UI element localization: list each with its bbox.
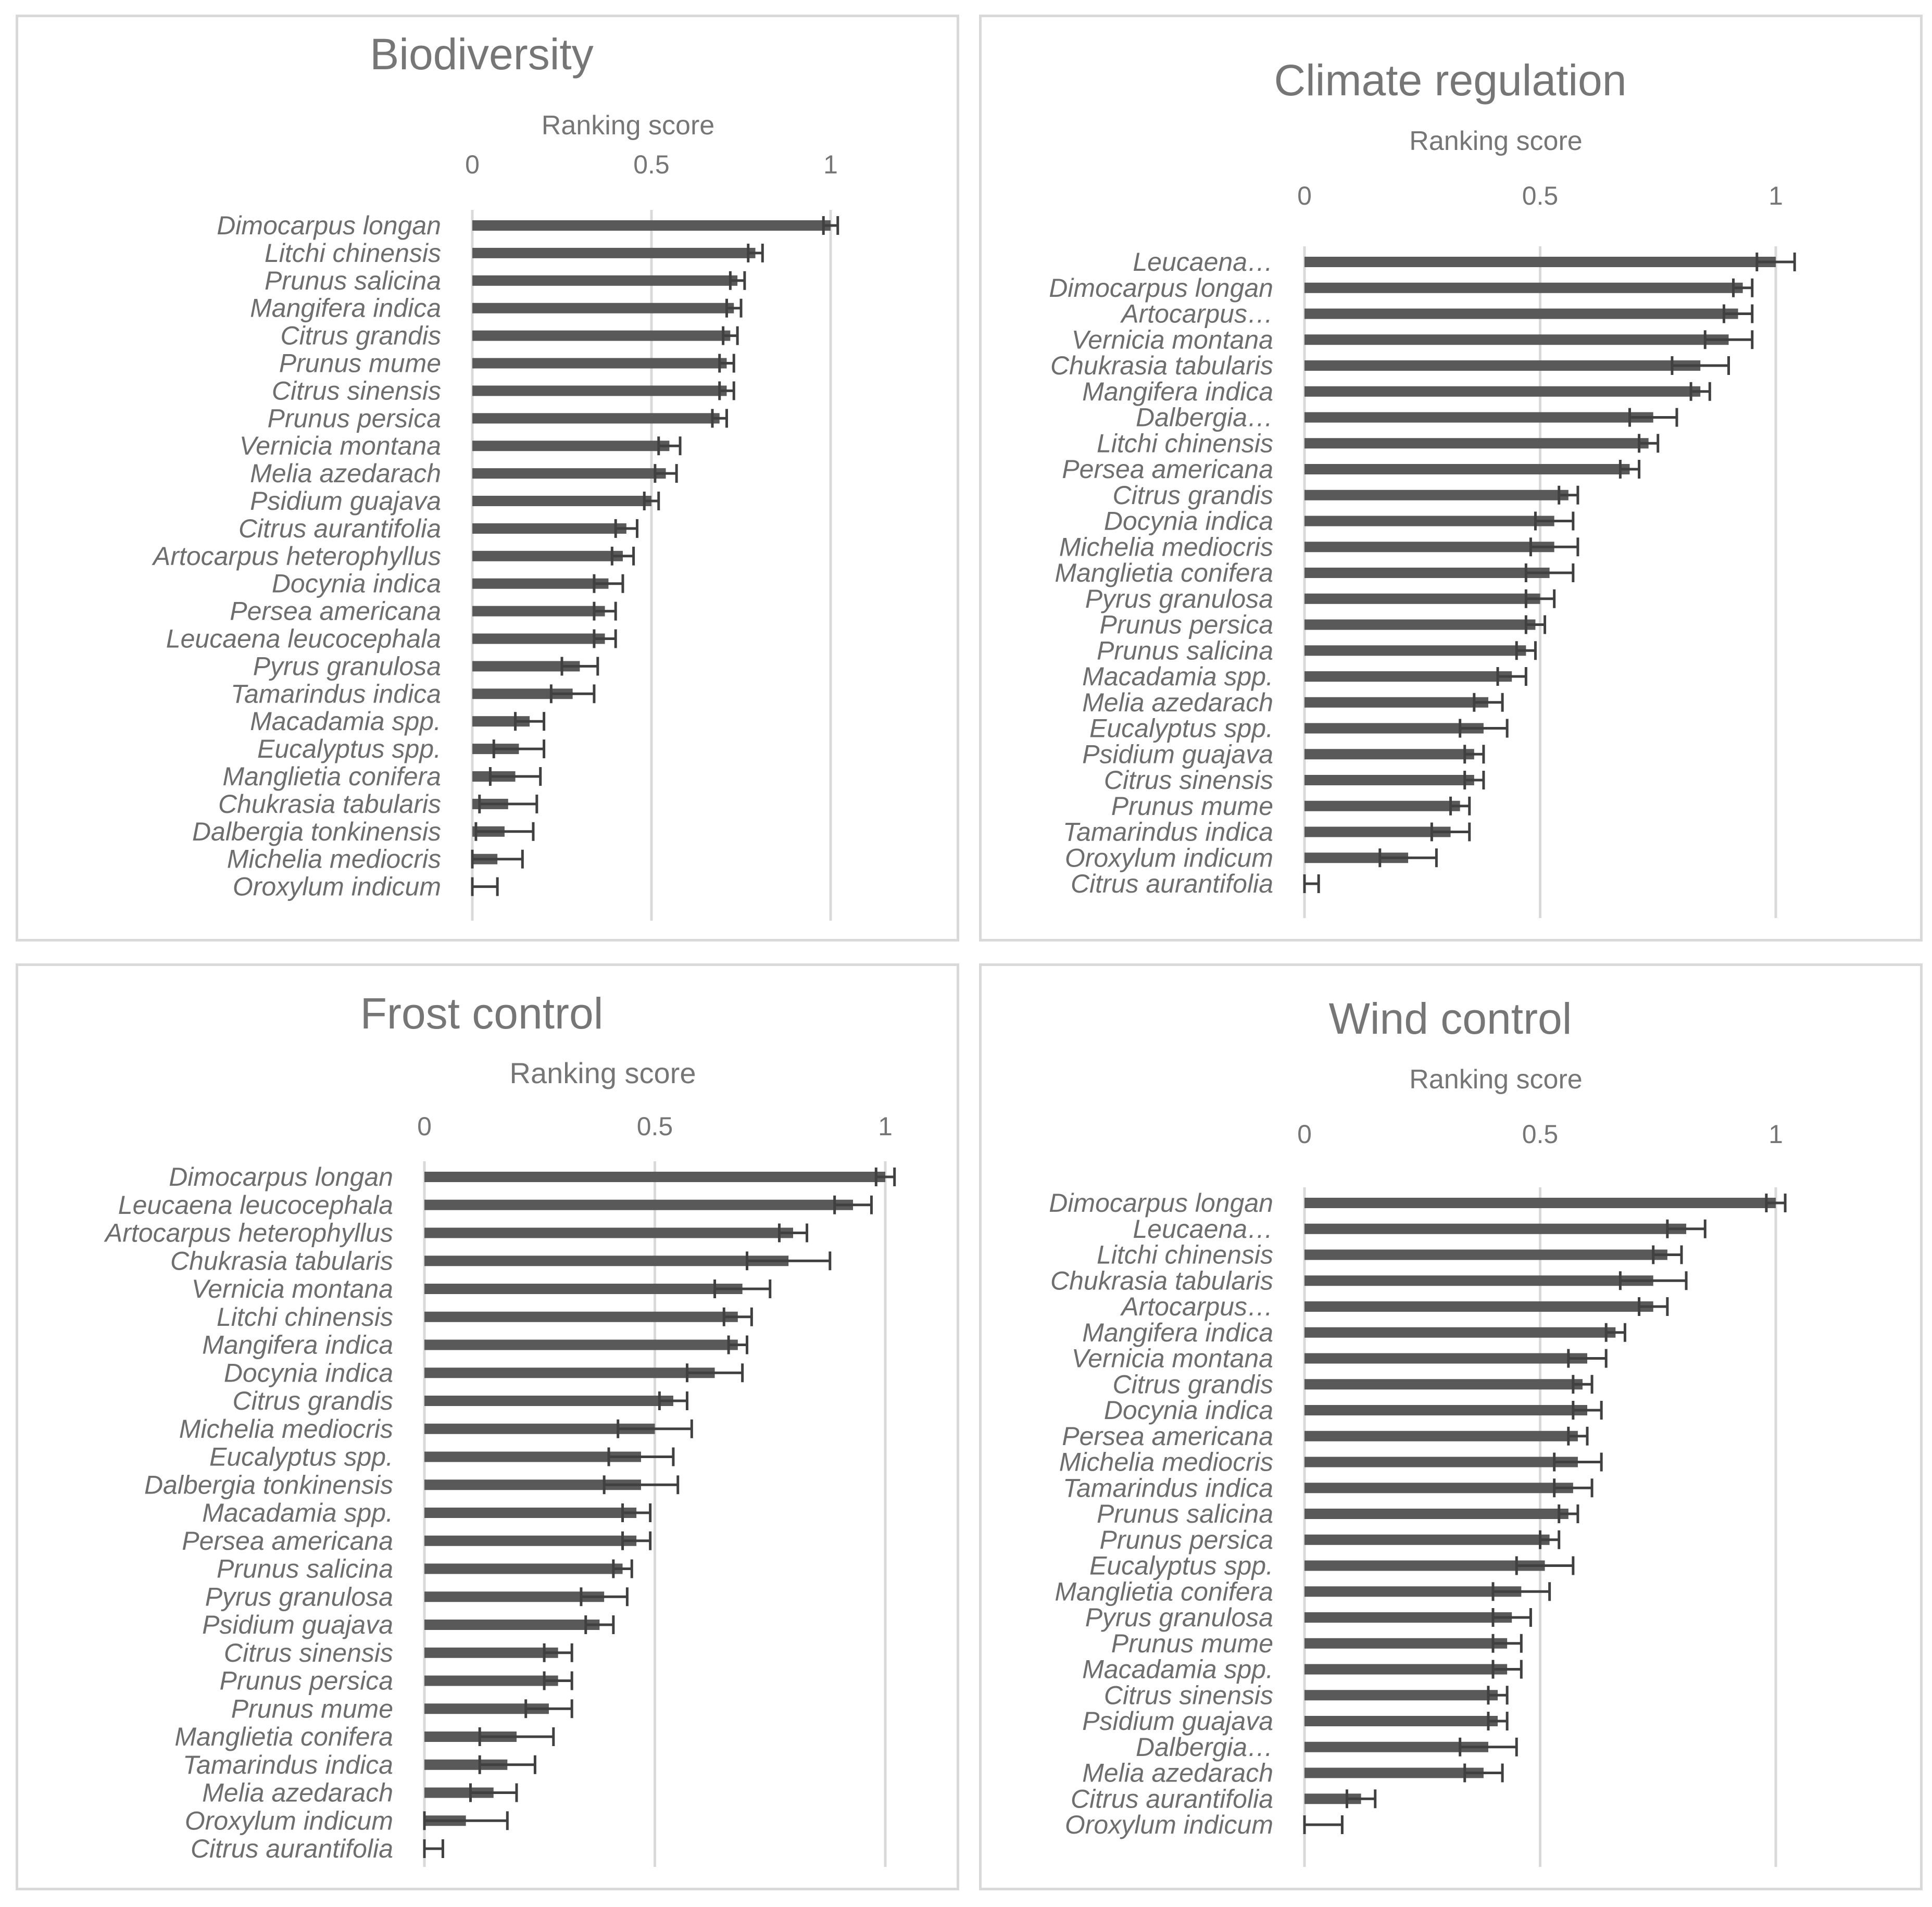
bar-pyrus-granulosa [1304, 1612, 1512, 1623]
bar-psidium-guajava [1304, 749, 1474, 759]
bar-prunus-salicina [1304, 645, 1526, 656]
bar-melia-azedarach [1304, 697, 1488, 708]
bar-persea-americana [472, 606, 605, 617]
chart-title: Biodiversity [370, 30, 594, 79]
bar-mangifera-indica [424, 1340, 738, 1350]
bar-chukrasia-tabularis [1304, 360, 1700, 371]
bar-citrus-sinensis [1304, 775, 1474, 785]
category-label-prunus-persica: Prunus persica [1099, 1525, 1273, 1554]
x-tick-label-0-5: 0.5 [1522, 181, 1559, 210]
chart-svg-frost-control [18, 966, 962, 1893]
bar-mangifera-indica [472, 303, 734, 313]
bar-leucaena-leucocephala [424, 1200, 853, 1210]
category-label-dalbergia-tonkinensis: Dalbergia tonkinensis [192, 817, 441, 846]
category-label-tamarindus-indica: Tamarindus indica [1063, 1473, 1273, 1503]
category-label-chukrasia-tabularis: Chukrasia tabularis [1050, 351, 1273, 380]
bar-vernicia-montana [472, 441, 669, 451]
bar-manglietia-conifera [1304, 568, 1550, 578]
x-tick-label-1: 1 [878, 1112, 893, 1141]
category-label-pyrus-granulosa: Pyrus granulosa [205, 1582, 393, 1612]
category-label-tamarindus-indica: Tamarindus indica [1063, 817, 1273, 847]
x-axis-label: Ranking score [509, 1057, 696, 1089]
bar-prunus-persica [472, 413, 720, 423]
category-label-persea-americana: Persea americana [182, 1526, 393, 1555]
bar-prunus-salicina [424, 1564, 623, 1574]
bar-litchi-chinensis [1304, 1250, 1667, 1260]
bar-psidium-guajava [1304, 1716, 1498, 1726]
category-label-docynia-indica: Docynia indica [1103, 506, 1273, 536]
x-axis-label: Ranking score [1409, 126, 1583, 156]
category-label-michelia-mediocris: Michelia mediocris [179, 1414, 393, 1444]
x-tick-label-0: 0 [465, 150, 480, 179]
category-label-citrus-sinensis: Citrus sinensis [271, 376, 441, 406]
category-label-artocarpus-heterophyllus: Artocarpus heterophyllus [105, 1218, 393, 1248]
bar-docynia-indica [1304, 516, 1554, 526]
category-label-macadamia-spp: Macadamia spp. [1082, 662, 1273, 691]
bar-citrus-sinensis [424, 1648, 558, 1658]
bar-vernicia-montana [1304, 334, 1729, 345]
bar-pyrus-granulosa [1304, 594, 1540, 604]
category-label-mangifera-indica: Mangifera indica [250, 293, 441, 323]
bar-citrus-grandis [1304, 1379, 1583, 1389]
bar-prunus-persica [424, 1676, 558, 1686]
category-label-mangifera-indica: Mangifera indica [1082, 1318, 1273, 1347]
chart-svg-biodiversity [18, 17, 962, 944]
bar-artocarpus-heterophyllus [424, 1228, 793, 1238]
bar-chukrasia-tabularis [1304, 1275, 1653, 1286]
category-label-prunus-salicina: Prunus salicina [264, 266, 441, 295]
category-label-dimocarpus-longan: Dimocarpus longan [169, 1162, 393, 1191]
category-label-oroxylum-indicum: Oroxylum indicum [184, 1806, 393, 1836]
category-label-eucalyptus-spp: Eucalyptus spp. [1089, 713, 1273, 743]
category-label-oroxylum-indicum: Oroxylum indicum [232, 872, 441, 901]
bar-dalbergia [1304, 412, 1653, 423]
category-label-michelia-mediocris: Michelia mediocris [1059, 532, 1273, 562]
category-label-litchi-chinensis: Litchi chinensis [1096, 1240, 1273, 1270]
category-label-mangifera-indica: Mangifera indica [202, 1330, 393, 1360]
category-label-melia-azedarach: Melia azedarach [1082, 687, 1273, 717]
category-label-leucaena: Leucaena… [1133, 1214, 1273, 1244]
chart-panel-wind-control [979, 963, 1923, 1890]
bar-citrus-sinensis [1304, 1690, 1498, 1700]
x-tick-label-1: 1 [823, 150, 838, 179]
category-label-chukrasia-tabularis: Chukrasia tabularis [1050, 1266, 1273, 1296]
category-label-citrus-aurantifolia: Citrus aurantifolia [1070, 1784, 1273, 1814]
category-label-artocarpus: Artocarpus… [1121, 1292, 1273, 1321]
bar-docynia-indica [472, 579, 608, 589]
category-label-prunus-salicina: Prunus salicina [1096, 636, 1273, 666]
category-label-macadamia-spp: Macadamia spp. [1082, 1654, 1273, 1684]
bar-melia-azedarach [1304, 1768, 1484, 1778]
x-tick-label-0-5: 0.5 [1522, 1120, 1559, 1149]
x-axis-label: Ranking score [1409, 1064, 1583, 1095]
category-label-eucalyptus-spp: Eucalyptus spp. [209, 1442, 393, 1472]
bar-eucalyptus-spp [1304, 1561, 1545, 1571]
category-label-pyrus-granulosa: Pyrus granulosa [1085, 584, 1273, 613]
x-tick-label-1: 1 [1768, 1120, 1783, 1149]
bar-docynia-indica [424, 1367, 715, 1378]
category-label-citrus-aurantifolia: Citrus aurantifolia [1070, 869, 1273, 898]
category-label-manglietia-conifera: Manglietia conifera [1055, 558, 1273, 587]
category-label-persea-americana: Persea americana [230, 596, 441, 626]
category-label-prunus-salicina: Prunus salicina [216, 1554, 393, 1584]
bar-mangifera-indica [1304, 1327, 1615, 1338]
bar-prunus-salicina [472, 275, 737, 286]
bar-prunus-persica [1304, 620, 1535, 630]
category-label-chukrasia-tabularis: Chukrasia tabularis [218, 789, 441, 819]
category-label-litchi-chinensis: Litchi chinensis [216, 1302, 393, 1332]
category-label-artocarpus: Artocarpus… [1121, 299, 1273, 329]
category-label-dimocarpus-longan: Dimocarpus longan [217, 211, 441, 240]
category-label-vernicia-montana: Vernicia montana [191, 1274, 393, 1303]
category-label-eucalyptus-spp: Eucalyptus spp. [1089, 1551, 1273, 1580]
category-label-michelia-mediocris: Michelia mediocris [227, 844, 441, 874]
category-label-prunus-mume: Prunus mume [1111, 1628, 1273, 1658]
bar-artocarpus [1304, 1301, 1653, 1312]
bar-persea-americana [424, 1536, 636, 1546]
category-label-chukrasia-tabularis: Chukrasia tabularis [170, 1246, 393, 1276]
category-label-vernicia-montana: Vernicia montana [1071, 1344, 1273, 1373]
category-label-litchi-chinensis: Litchi chinensis [1096, 429, 1273, 458]
category-label-vernicia-montana: Vernicia montana [239, 431, 441, 461]
category-label-leucaena-leucocephala: Leucaena leucocephala [166, 624, 441, 654]
bar-persea-americana [1304, 1431, 1578, 1441]
category-label-manglietia-conifera: Manglietia conifera [222, 762, 441, 791]
category-label-psidium-guajava: Psidium guajava [1082, 739, 1273, 769]
bar-manglietia-conifera [1304, 1586, 1521, 1597]
x-tick-label-0: 0 [1297, 1120, 1312, 1149]
category-label-prunus-mume: Prunus mume [231, 1694, 393, 1724]
bar-litchi-chinensis [472, 248, 756, 258]
chart-panel-frost-control [16, 963, 959, 1890]
bar-psidium-guajava [424, 1620, 599, 1630]
category-label-vernicia-montana: Vernicia montana [1071, 325, 1273, 355]
category-label-prunus-persica: Prunus persica [267, 404, 441, 433]
category-label-tamarindus-indica: Tamarindus indica [231, 679, 441, 709]
bar-melia-azedarach [472, 468, 666, 479]
category-label-macadamia-spp: Macadamia spp. [250, 707, 441, 736]
chart-panel-biodiversity [16, 15, 959, 942]
bar-prunus-salicina [1304, 1509, 1569, 1519]
category-label-psidium-guajava: Psidium guajava [202, 1610, 393, 1639]
category-label-manglietia-conifera: Manglietia conifera [1055, 1577, 1273, 1607]
category-label-tamarindus-indica: Tamarindus indica [183, 1750, 393, 1779]
bar-macadamia-spp [1304, 1664, 1507, 1675]
bar-tamarindus-indica [1304, 827, 1451, 837]
category-label-citrus-grandis: Citrus grandis [280, 321, 441, 350]
bar-leucaena-leucocephala [472, 634, 605, 644]
category-label-leucaena: Leucaena… [1133, 247, 1273, 277]
chart-svg-climate-regulation [982, 17, 1925, 944]
category-label-dimocarpus-longan: Dimocarpus longan [1049, 1188, 1273, 1218]
category-label-dalbergia: Dalbergia… [1135, 1732, 1273, 1762]
bar-dimocarpus-longan [1304, 283, 1743, 293]
category-label-citrus-sinensis: Citrus sinensis [1103, 766, 1273, 795]
category-label-macadamia-spp: Macadamia spp. [202, 1498, 393, 1527]
bar-dimocarpus-longan [424, 1172, 885, 1182]
bar-prunus-mume [1304, 801, 1460, 811]
chart-svg-wind-control [982, 966, 1925, 1893]
bar-citrus-aurantifolia [472, 523, 626, 534]
category-label-prunus-mume: Prunus mume [1111, 791, 1273, 821]
bar-vernicia-montana [424, 1284, 743, 1294]
bar-docynia-indica [1304, 1405, 1587, 1415]
x-tick-label-0: 0 [417, 1112, 432, 1141]
bar-citrus-grandis [472, 331, 730, 341]
category-label-manglietia-conifera: Manglietia conifera [174, 1722, 393, 1751]
category-label-melia-azedarach: Melia azedarach [202, 1778, 393, 1808]
bar-psidium-guajava [472, 496, 651, 506]
category-label-citrus-sinensis: Citrus sinensis [1103, 1680, 1273, 1710]
category-label-dimocarpus-longan: Dimocarpus longan [1049, 273, 1273, 303]
bar-mangifera-indica [1304, 386, 1700, 397]
category-label-dalbergia: Dalbergia… [1135, 403, 1273, 432]
bar-artocarpus-heterophyllus [472, 551, 623, 561]
category-label-citrus-grandis: Citrus grandis [1112, 1370, 1273, 1399]
x-tick-label-1: 1 [1768, 181, 1783, 210]
bar-artocarpus [1304, 309, 1738, 319]
chart-title: Wind control [1328, 994, 1572, 1043]
bar-dimocarpus-longan [472, 220, 831, 231]
category-label-melia-azedarach: Melia azedarach [1082, 1758, 1273, 1788]
bar-persea-americana [1304, 464, 1629, 474]
category-label-pyrus-granulosa: Pyrus granulosa [1085, 1603, 1273, 1632]
bar-leucaena [1304, 1224, 1686, 1234]
bar-citrus-sinensis [472, 385, 726, 396]
category-label-michelia-mediocris: Michelia mediocris [1059, 1447, 1273, 1477]
bar-eucalyptus-spp [1304, 723, 1484, 734]
bar-michelia-mediocris [1304, 542, 1554, 552]
category-label-citrus-grandis: Citrus grandis [232, 1386, 393, 1415]
category-label-leucaena-leucocephala: Leucaena leucocephala [118, 1190, 393, 1220]
category-label-dalbergia-tonkinensis: Dalbergia tonkinensis [144, 1470, 393, 1500]
bar-chukrasia-tabularis [424, 1256, 788, 1266]
category-label-psidium-guajava: Psidium guajava [250, 486, 441, 516]
x-tick-label-0-5: 0.5 [633, 150, 670, 179]
x-tick-label-0: 0 [1297, 181, 1312, 210]
category-label-docynia-indica: Docynia indica [271, 569, 441, 598]
category-label-citrus-sinensis: Citrus sinensis [223, 1638, 393, 1667]
bar-citrus-grandis [1304, 490, 1569, 500]
category-label-citrus-aurantifolia: Citrus aurantifolia [238, 513, 441, 543]
category-label-artocarpus-heterophyllus: Artocarpus heterophyllus [153, 541, 441, 571]
category-label-pyrus-granulosa: Pyrus granulosa [253, 651, 441, 681]
category-label-mangifera-indica: Mangifera indica [1082, 377, 1273, 406]
bar-vernicia-montana [1304, 1353, 1587, 1364]
category-label-prunus-persica: Prunus persica [219, 1666, 393, 1696]
chart-title: Climate regulation [1274, 56, 1627, 105]
category-label-litchi-chinensis: Litchi chinensis [264, 238, 441, 268]
bar-litchi-chinensis [1304, 438, 1649, 448]
category-label-oroxylum-indicum: Oroxylum indicum [1064, 1810, 1273, 1839]
bar-dimocarpus-longan [1304, 1198, 1776, 1208]
category-label-prunus-persica: Prunus persica [1099, 610, 1273, 639]
category-label-citrus-grandis: Citrus grandis [1112, 480, 1273, 510]
bar-citrus-grandis [424, 1396, 673, 1406]
category-label-prunus-mume: Prunus mume [279, 348, 441, 378]
category-label-psidium-guajava: Psidium guajava [1082, 1707, 1273, 1736]
bar-leucaena [1304, 257, 1776, 267]
bar-pyrus-granulosa [424, 1591, 604, 1602]
category-label-oroxylum-indicum: Oroxylum indicum [1064, 843, 1273, 873]
bar-tamarindus-indica [1304, 1483, 1573, 1493]
category-label-persea-americana: Persea americana [1062, 1421, 1273, 1451]
category-label-persea-americana: Persea americana [1062, 455, 1273, 484]
category-label-eucalyptus-spp: Eucalyptus spp. [257, 734, 441, 764]
bar-prunus-mume [1304, 1638, 1507, 1649]
chart-title: Frost control [360, 989, 604, 1038]
bar-macadamia-spp [1304, 671, 1512, 682]
category-label-docynia-indica: Docynia indica [223, 1358, 393, 1388]
chart-panel-climate-regulation [979, 15, 1923, 942]
bar-macadamia-spp [424, 1508, 636, 1518]
category-label-melia-azedarach: Melia azedarach [250, 459, 441, 488]
category-label-citrus-aurantifolia: Citrus aurantifolia [190, 1834, 393, 1863]
x-axis-label: Ranking score [541, 110, 715, 141]
bar-prunus-mume [472, 358, 726, 369]
x-tick-label-0-5: 0.5 [636, 1112, 673, 1141]
category-label-prunus-salicina: Prunus salicina [1096, 1499, 1273, 1528]
bar-prunus-persica [1304, 1535, 1550, 1545]
bar-michelia-mediocris [1304, 1457, 1578, 1467]
bar-litchi-chinensis [424, 1312, 738, 1322]
category-label-docynia-indica: Docynia indica [1103, 1396, 1273, 1425]
